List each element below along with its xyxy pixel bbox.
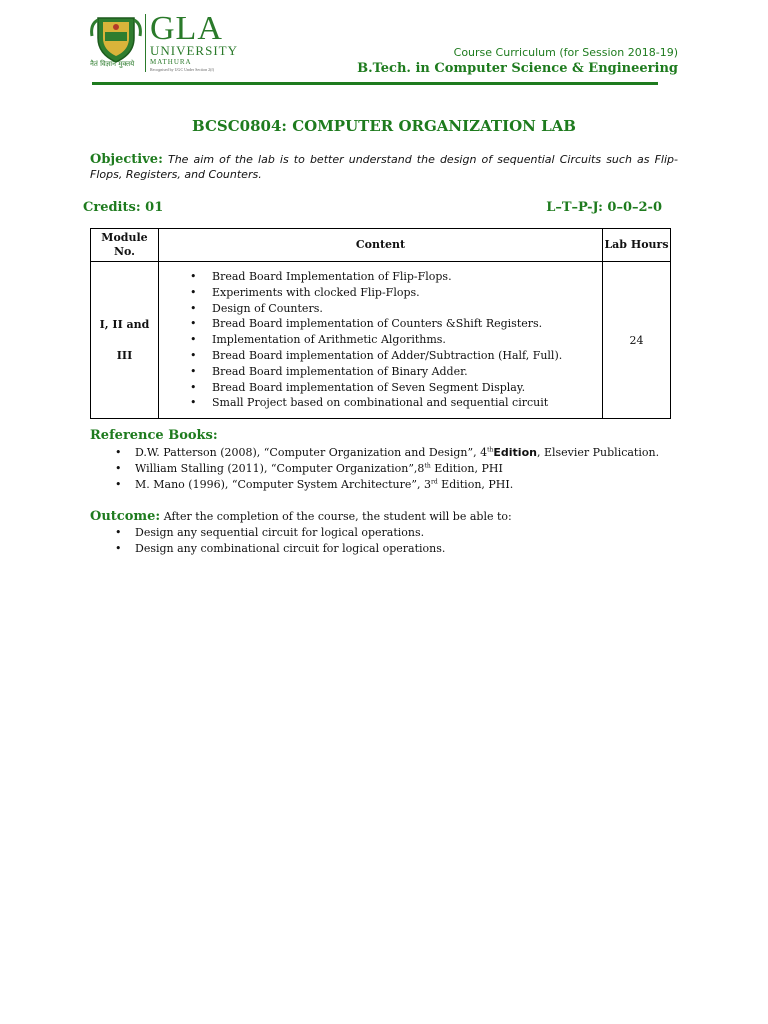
list-item: • Design any sequential circuit for logical operations.: [135, 525, 445, 541]
list-item: • Design of Counters.: [212, 301, 601, 317]
university-crest-icon: [88, 14, 144, 64]
header-right: [357, 46, 678, 78]
ref-1-sup: th: [487, 446, 494, 454]
ref-1-post: , Elsevier Publication.: [536, 446, 660, 459]
ref-2-text: William Stalling (2011), “Computer Organization”,8: [135, 462, 425, 475]
module-table: [90, 228, 671, 419]
course-title: BCSC0804: COMPUTER ORGANIZATION LAB: [192, 117, 576, 135]
header-module: Module No.: [91, 229, 159, 262]
logo-motto: नैतं विज्ञानं मुक्तये: [90, 60, 135, 68]
table-header-row: [91, 229, 671, 262]
objective-label: Objective:: [90, 152, 163, 167]
module-line-2: III: [116, 349, 133, 363]
ref-1-text: D.W. Patterson (2008), “Computer Organization and Design”, 4: [135, 446, 488, 459]
ref-3-post: Edition, PHI.: [437, 478, 514, 491]
university-logo: [150, 10, 238, 73]
list-item: • Bread Board implementation of Binary Adder.: [212, 364, 601, 380]
list-item: • Design any combinational circuit for logical operations.: [135, 541, 445, 557]
list-item: • Experiments with clocked Flip-Flops.: [212, 285, 601, 301]
ref-3-sup: rd: [430, 478, 438, 486]
session-text: Course Curriculum (for Session 2018-19): [453, 46, 678, 59]
list-item: • Bread Board Implementation of Flip-Flops.: [212, 269, 601, 285]
list-item: • Bread Board implementation of Counters &Shift Registers.: [212, 316, 601, 332]
list-item: • Small Project based on combinational and sequential circuit: [212, 395, 601, 411]
credits: Credits: 01: [83, 200, 164, 215]
list-item: • Bread Board implementation of Seven Segment Display.: [212, 380, 601, 396]
ref-2-sup: th: [424, 462, 431, 470]
ref-1-edition: Edition: [493, 446, 537, 459]
module-cell: [91, 262, 159, 419]
header-hours: Lab Hours: [603, 229, 671, 262]
outcome-label: Outcome:: [90, 509, 161, 524]
outcome-list: [135, 525, 445, 557]
outcome-text: After the completion of the course, the student will be able to:: [163, 510, 512, 523]
ltpj: L–T–P-J: 0–0–2-0: [546, 200, 662, 215]
header-rule: [92, 82, 658, 85]
list-item: • Bread Board implementation of Adder/Subtraction (Half, Full).: [212, 348, 601, 364]
content-cell: [159, 262, 603, 419]
references-heading: Reference Books:: [90, 428, 218, 443]
logo-subname: UNIVERSITY: [150, 43, 238, 58]
module-line-1: I, II and: [99, 318, 150, 332]
list-item: [135, 461, 659, 477]
logo-tagline: Recognised by UGC Under Section 2(f): [150, 67, 215, 72]
ref-2-post: Edition, PHI: [430, 462, 503, 475]
content-list: [160, 269, 601, 411]
program-title: B.Tech. in Computer Science & Engineering: [357, 61, 678, 76]
ref-3-text: M. Mano (1996), “Computer System Architecture”, 3: [135, 478, 431, 491]
logo-name: GLA: [150, 10, 223, 47]
logo-divider: [145, 14, 146, 72]
header-content: Content: [159, 229, 603, 262]
list-item: [135, 445, 659, 461]
reference-list: [135, 445, 659, 493]
logo-city: MATHURA: [150, 58, 192, 66]
objective: [90, 152, 678, 182]
list-item: [135, 477, 659, 493]
list-item: • Implementation of Arithmetic Algorithms.: [212, 332, 601, 348]
table-row: [91, 262, 671, 419]
objective-text: The aim of the lab is to better understand the design of sequential Circuits such as Flip-Flops, Registers, and Counters.: [90, 153, 678, 181]
hours-cell: 24: [603, 262, 671, 419]
outcome: [90, 509, 512, 524]
